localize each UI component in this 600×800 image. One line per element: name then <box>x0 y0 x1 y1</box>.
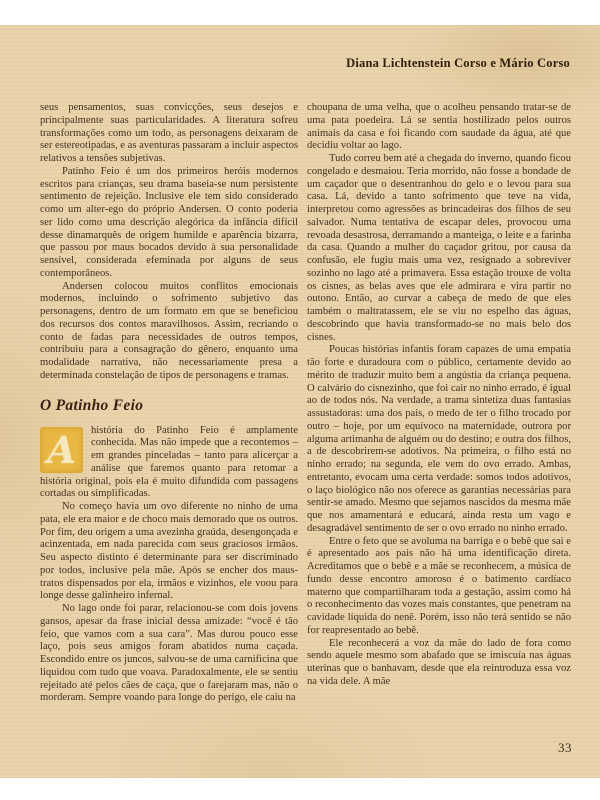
paragraph: choupana de uma velha, que o acolheu pensando tratar-se de uma pata poedeira. Lá se sentia hostilizado pelos outros animais da casa e foi ficando com saudade da água, até que decidiu voltar ao lago. <box>307 102 571 152</box>
left-column <box>40 102 298 733</box>
right-column <box>307 102 571 733</box>
paragraph: Ele reconhecerá a voz da mãe do lado de fora como sendo aquele mesmo som abafado que se imiscuía nas águas uterinas que o banhavam, desde que ela reintroduza essa voz na vida dele. A mãe <box>307 637 571 687</box>
running-header-authors: Diana Lichtenstein Corso e Mário Corso <box>346 56 570 70</box>
paragraph: No lago onde foi parar, relacionou-se com dois jovens gansos, apesar da frase inicial dessa amizade: “você é tão feio, que vamos com a sua cara”. Mas durou pouco esse laço, pois seus amigos foram abatidos numa caçada. Escondido entre os juncos, salvou-se de uma carnificina que liquidou com tudo que voava. Paradoxalmente, ele se sentiu rejeitado até pelos cães de caça, que o farejaram mas, não o morderam. Sempre voando para longe do perigo, ele caiu na <box>40 603 298 704</box>
paragraph: No começo havia um ovo diferente no ninho de uma pata, ele era maior e de choco mais demorado que os outros. Por fim, deu origem a uma avezinha graúda, desengonçada e acinzentada, em nada parecida com seus graciosos irmãos. Seu aspecto distinto é determinante para ser discriminado por todos, inclusive pela mãe. Após se encher dos maus-tratos dispensados por ela, irmãos e vizinhos, ele voou para longe desse galinheiro infernal. <box>40 501 298 602</box>
paragraph: Tudo correu bem até a chegada do inverno, quando ficou congelado e desmaiou. Teria morrido, não fosse a bondade de um caçador que o desentranhou do gelo e o levou para sua casa. Lá, devido a tanto sofrimento que teve na vida, interpretou como agressões as brincadeiras dos filhos de seu salvador. Numa tentativa de escapar deles, provocou uma revoada desastrosa, derramando a manteiga, o leite e a farinha da casa. Quando a mulher do caçador gritou, por causa da confusão, ele fugiu mais uma vez, resignado a sobreviver sozinho no lago até a primavera. Essa estação trouxe de volta os cisnes, as belas aves que ele admirara e vira partir no outono. Então, ao curvar a cabeça de medo de que eles também o maltratassem, ele se viu no espelho das águas, descobrindo que havia transformado-se no mais belo dos cisnes. <box>307 153 571 343</box>
page-number: 33 <box>558 740 572 755</box>
dropcap-initial: A <box>40 427 83 473</box>
paragraph: Poucas histórias infantis foram capazes de uma empatia tão forte e duradoura com o público, certamente devido ao mérito de traduzir muito bem a angústia da criança pequena. O calvário do cisnezinho, que foi cair no ninho errado, é igual ao de todos nós. Na verdade, a trama sintetiza duas fantasias assustadoras: uma dos pais, o medo de ter o filho trocado por outro – hoje, por um equívoco na maternidade, outrora por alguma artimanha de alguém ou do destino; e outra dos filhos, a de descobrirem-se adotivos. Na primeira, o filho está no ninho errado; na segunda, ele vem do ovo errado. Ambas, entretanto, evocam uma certa verdade: somos todos adotivos, o laço biológico não nos oferece as garantias necessárias para sentir-se amado. Mesmo que sejamos nascidos da mesma mãe que nos amamentará e educará, ainda resta um vago e desagradável sentimento de ser o ovo errado no ninho errado. <box>307 344 571 534</box>
section-heading: O Patinho Feio <box>40 396 144 414</box>
paragraph: A história do Patinho Feio é amplamente conhecida. Mas não impede que a recontemos – em grandes pinceladas – tanto para alicerçar a análise que faremos quanto para retomar a história original, pois ela é muito difundida com passagens cortadas ou simplificadas. <box>40 424 298 500</box>
text-columns <box>40 102 571 733</box>
page <box>0 25 600 778</box>
paragraph: Entre o feto que se avoluma na barriga e o bebê que sai e é apresentado aos pais não há uma identificação direta. Acreditamos que o bebê e a mãe se reconhecem, a música de fundo desse encontro amoroso é o batimento cardíaco materno que compartilharam toda a gestação, assim como há o reconhecimento das vozes mais constantes, que penetram na cavidade líquida do nenê. Porém, isso não terá sentido se não for reapresentado ao bebê. <box>307 535 571 636</box>
paragraph: Andersen colocou muitos conflitos emocionais modernos, incluindo o sofrimento subjetivo das personagens, dentro de um formato em que se beneficiou dos recursos dos contos maravilhosos. Assim, recriando o conto de fadas para necessidades de outros tempos, contribuiu para a consagração do gênero, enquanto uma modalidade narrativa, não necessariamente presa a determinada constelação de tipos de personagens e tramas. <box>40 280 298 381</box>
paragraph: Patinho Feio é um dos primeiros heróis modernos escritos para crianças, seu drama baseia-se num persistente sentimento de rejeição. Inclusive ele tem sido considerado como um alter-ego do próprio Andersen. O conto poderia ser lido como uma descrição alegórica da infância difícil desse dinamarquês de origem humilde e aparência bizarra, que passou por maus bocados devido à sua personalidade sensível, considerada efeminada por alguns de seus contemporâneos. <box>40 165 298 279</box>
paragraph: seus pensamentos, suas convicções, seus desejos e principalmente suas particularidades. A literatura sofreu transformações como um todo, as personagens deixaram de ser estereotipadas, e as aventuras passaram a incluir aspectos relativos a tensões subjetivas. <box>40 102 298 164</box>
